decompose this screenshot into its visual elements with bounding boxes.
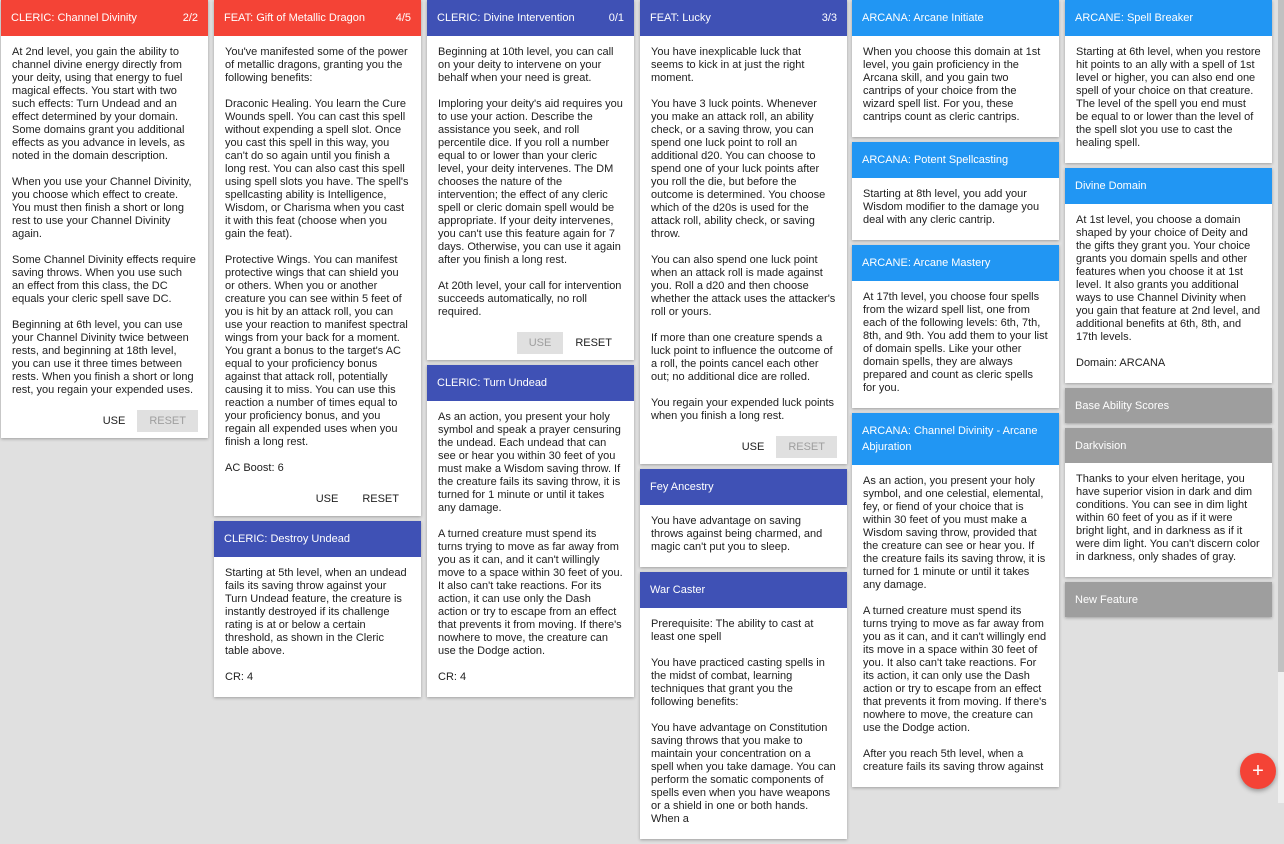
card-body — [214, 36, 421, 475]
card-paragraph: You have advantage on Constitution saving throws that you make to maintain your concentration on a spell when you take damage. You can perform the somatic components of spells even when you have weapons or a shield in one or both hands. When a — [651, 722, 839, 825]
use-button[interactable]: USE — [91, 410, 138, 432]
card-paragraph: You've manifested some of the power of metallic dragons, granting you the following benefits: — [225, 46, 411, 84]
card-title: New Feature — [1075, 593, 1138, 606]
card-header[interactable] — [1065, 428, 1272, 463]
card-header[interactable] — [852, 0, 1059, 36]
column-4 — [640, 0, 847, 844]
column-6 — [1065, 0, 1272, 622]
card-body — [427, 401, 634, 684]
uses-counter: 0/1 — [608, 12, 624, 24]
card-divine-intervention — [427, 0, 634, 360]
card-paragraph: CR: 4 — [225, 671, 254, 683]
page-scrollbar[interactable] — [1278, 0, 1284, 803]
card-title: Darkvision — [1075, 439, 1127, 452]
card-fey-ancestry — [640, 469, 847, 567]
card-arcane-mastery — [852, 245, 1059, 408]
card-title: CLERIC: Turn Undead — [437, 377, 548, 389]
card-paragraph: Protective Wings. You can manifest protective wings that can shield you or others. When you or another creature you can see within 5 feet of you is hit by an attack roll, you can use your reaction to manifest spectral wings from your back for a moment. You grant a bonus to the target's AC equal to your proficiency bonus against that attack roll, potentially causing it to miss. You can use this reaction a number of times equal to your proficiency bonus, and you regain all expended uses when you finish a long rest. — [225, 254, 411, 448]
card-header[interactable] — [1065, 168, 1272, 204]
card-paragraph: You can also spend one luck point when an attack roll is made against you. Roll a d20 and then choose whether the attack uses the attacker's roll or yours. — [651, 254, 839, 318]
card-paragraph: Domain: ARCANA — [1076, 357, 1166, 369]
card-paragraph: AC Boost: 6 — [225, 462, 284, 474]
column-1 — [1, 0, 208, 443]
card-title: CLERIC: Channel Divinity — [11, 12, 137, 24]
card-new-feature — [1065, 582, 1272, 617]
card-paragraph: Beginning at 10th level, you can call on your deity to intervene on your behalf when your need is great. — [438, 46, 617, 84]
column-5 — [852, 0, 1059, 792]
card-header[interactable] — [640, 572, 847, 608]
card-paragraph: You have 3 luck points. Whenever you make an attack roll, an ability check, or a saving throw, you can spend one luck point to roll an additional d20. You can choose to spend one of your luck points after you roll the die, but before the outcome is determined. You choose which of the d20s is used for the attack roll, ability check, or saving throw. — [651, 98, 829, 240]
card-body — [852, 36, 1059, 124]
card-paragraph: Beginning at 6th level, you can use your Channel Divinity twice between rests, and beginning at 18th level, you can use it three times between rests. When you finish a short or long rest, you regain your expended uses. — [12, 319, 197, 396]
card-header[interactable] — [214, 521, 421, 557]
card-paragraph: You have inexplicable luck that seems to kick in at just the right moment. — [651, 46, 808, 84]
card-darkvision — [1065, 428, 1272, 577]
reset-button[interactable]: RESET — [776, 436, 837, 458]
card-header[interactable] — [640, 469, 847, 505]
card-body — [1, 36, 208, 397]
column-2 — [214, 0, 421, 702]
uses-counter: 2/2 — [182, 12, 198, 24]
card-title: Divine Domain — [1075, 180, 1147, 192]
uses-counter: 3/3 — [821, 12, 837, 24]
card-header[interactable] — [852, 142, 1059, 178]
card-body — [1065, 204, 1272, 370]
card-turn-undead — [427, 365, 634, 697]
reset-button[interactable]: RESET — [137, 410, 198, 432]
card-paragraph: Imploring your deity's aid requires you to use your action. Describe the assistance you seek, and roll percentile dice. If you roll a number equal to or lower than your cleric level, your deity intervenes. The DM chooses the nature of the intervention; the effect of any cleric spell or cleric domain spell would be appropriate. If your deity intervenes, you can't use this feature again for 7 days. Otherwise, you can use it again after you finish a long rest. — [438, 98, 626, 266]
card-war-caster — [640, 572, 847, 839]
card-paragraph: Starting at 8th level, you add your Wisdom modifier to the damage you deal with any cleric cantrip. — [863, 188, 1043, 226]
card-paragraph: You have practiced casting spells in the midst of combat, learning techniques that grant you the following benefits: — [651, 657, 828, 708]
card-title: FEAT: Gift of Metallic Dragon — [224, 12, 366, 24]
card-spell-breaker — [1065, 0, 1272, 163]
card-header[interactable] — [427, 0, 634, 36]
card-paragraph: Prerequisite: The ability to cast at least one spell — [651, 618, 817, 643]
card-header[interactable] — [1, 0, 208, 36]
card-title: ARCANA: Potent Spellcasting — [862, 154, 1009, 166]
card-paragraph: As an action, you present your holy symbol and speak a prayer censuring the undead. Each undead that can see or hear you within 30 feet of you must make a Wisdom saving throw. If the creature fails its saving throw, it is turned for 1 minute or until it takes any damage. — [438, 411, 624, 514]
card-paragraph: Draconic Healing. You learn the Cure Wounds spell. You can cast this spell without expending a spell slot. Once you cast this spell in this way, you can't do so again until you finish a long rest. You can also cast this spell using spell slots you have. The spell's spellcasting ability is Intelligence, Wisdom, or Charisma when you cast it with this feat (choose when you gain the feat). — [225, 98, 412, 240]
card-paragraph: Some Channel Divinity effects require saving throws. When you use such an effect from this class, the DC equals your cleric spell save DC. — [12, 254, 199, 305]
card-title: CLERIC: Divine Intervention — [437, 12, 575, 24]
card-body — [214, 557, 421, 684]
use-button[interactable]: USE — [730, 436, 777, 458]
card-paragraph: After you reach 5th level, when a creature fails its saving throw against — [863, 748, 1044, 773]
card-title: Base Ability Scores — [1075, 399, 1170, 412]
card-lucky — [640, 0, 847, 464]
reset-button[interactable]: RESET — [350, 488, 411, 510]
card-paragraph: Starting at 6th level, when you restore hit points to an ally with a spell of 1st level or higher, you can also end one spell of your choice on that creature. The level of the spell you end must be equal to or lower than the level of the spell slot you use to cast the healing spell. — [1076, 46, 1264, 149]
card-paragraph: At 2nd level, you gain the ability to channel divine energy directly from your deity, using that energy to fuel magical effects. You start with two such effects: Turn Undead and an effect determined by your domain. Some domains grant you additional effects as you advance in levels, as noted in the domain description. — [12, 46, 188, 162]
scrollbar-thumb[interactable] — [1278, 0, 1284, 672]
card-arcane-initiate — [852, 0, 1059, 137]
card-title: FEAT: Lucky — [650, 12, 711, 24]
card-header[interactable] — [1065, 582, 1272, 617]
card-header[interactable] — [640, 0, 847, 36]
card-base-ability-scores — [1065, 388, 1272, 423]
card-title: CLERIC: Destroy Undead — [224, 533, 350, 545]
card-paragraph: As an action, you present your holy symbol, and one celestial, elemental, fey, or fiend of your choice that is within 30 feet of you must make a Wisdom saving throw, provided that the creature can see or hear you. If the creature fails its saving throw, it is turned for 1 minute or until it takes any damage. — [863, 475, 1049, 591]
card-body — [640, 505, 847, 554]
card-paragraph: At 17th level, you choose four spells from the wizard spell list, one from each of the following levels: 6th, 7th, 8th, and 9th. You add them to your list of domain spells. Like your other domain spells, they are always prepared and count as cleric spells for you. — [863, 291, 1051, 394]
card-header[interactable] — [214, 0, 421, 36]
card-paragraph: Thanks to your elven heritage, you have superior vision in dark and dim conditions. You can see in dim light within 60 feet of you as if it were bright light, and in darkness as if it were dim light. You can't discern color in darkness, only shades of gray. — [1076, 473, 1263, 563]
card-body — [1065, 463, 1272, 564]
card-paragraph: You have advantage on saving throws against being charmed, and magic can't put you to sleep. — [651, 515, 826, 553]
card-actions — [427, 332, 634, 360]
card-body — [640, 36, 847, 423]
card-title: ARCANE: Arcane Mastery — [862, 257, 991, 269]
card-destroy-undead — [214, 521, 421, 697]
plus-icon: + — [1252, 760, 1264, 782]
card-header[interactable] — [427, 365, 634, 401]
card-paragraph: Starting at 5th level, when an undead fails its saving throw against your Turn Undead feature, the creature is instantly destroyed if its challenge rating is at or below a certain threshold, as shown in the Cleric table above. — [225, 567, 410, 657]
card-paragraph: CR: 4 — [438, 671, 467, 683]
card-gift-of-metallic-dragon — [214, 0, 421, 516]
card-body — [640, 608, 847, 826]
column-3 — [427, 0, 634, 702]
uses-counter: 4/5 — [395, 12, 411, 24]
card-paragraph: If more than one creature spends a luck point to influence the outcome of a roll, the points cancel each other out; no additional dice are rolled. — [651, 332, 836, 383]
card-actions — [1, 410, 208, 438]
card-paragraph: A turned creature must spend its turns trying to move as far away from you as it can, and it can't willingly end its move in a space within 30 feet of you. It also can't take reactions. For its action, it can only use the Dash action or try to escape from an effect that prevents it from moving. If there's nowhere to move, the creature can use the Dodge action. — [863, 605, 1050, 734]
card-paragraph: You regain your expended luck points when you finish a long rest. — [651, 397, 838, 422]
card-actions — [640, 436, 847, 464]
card-header[interactable] — [852, 413, 1059, 465]
use-button[interactable]: USE — [304, 488, 351, 510]
card-title: ARCANA: Arcane Initiate — [862, 12, 984, 24]
card-arcane-abjuration — [852, 413, 1059, 787]
card-title: Fey Ancestry — [650, 481, 714, 493]
card-paragraph: At 1st level, you choose a domain shaped by your choice of Deity and the gifts they grant you. Your choice grants you domain spells and other features when you choose it at 1st level. It also grants you additional ways to use Channel Divinity when you gain that feature at 2nd level, and additional benefits at 6th, 8th, and 17th levels. — [1076, 214, 1264, 343]
card-header[interactable] — [1065, 388, 1272, 423]
card-paragraph: When you use your Channel Divinity, you choose which effect to create. You must then finish a short or long rest to use your Channel Divinity again. — [12, 176, 195, 240]
card-title: ARCANE: Spell Breaker — [1075, 12, 1193, 24]
use-button[interactable]: USE — [517, 332, 564, 354]
card-divine-domain — [1065, 168, 1272, 383]
card-title: War Caster — [650, 584, 706, 596]
card-title: ARCANA: Channel Divinity - Arcane Abjuration — [862, 425, 1038, 453]
card-body — [852, 465, 1059, 774]
card-header[interactable] — [1065, 0, 1272, 36]
reset-button[interactable]: RESET — [563, 332, 624, 354]
card-channel-divinity — [1, 0, 208, 438]
card-body — [427, 36, 634, 319]
card-paragraph: A turned creature must spend its turns trying to move as far away from you as it can, and it can't willingly move to a space within 30 feet of you. It also can't take reactions. For its action, it can use only the Dash action or try to escape from an effect that prevents it from moving. If there's nowhere to move, the creature can use the Dodge action. — [438, 528, 626, 657]
card-body — [1065, 36, 1272, 150]
card-paragraph: When you choose this domain at 1st level, you gain proficiency in the Arcana skill, and you gain two cantrips of your choice from the wizard spell list. For you, these cantrips count as cleric cantrips. — [863, 46, 1044, 123]
add-feature-button[interactable] — [1240, 753, 1276, 789]
card-header[interactable] — [852, 245, 1059, 281]
card-actions — [214, 488, 421, 516]
card-paragraph: At 20th level, your call for intervention succeeds automatically, no roll required. — [438, 280, 625, 318]
card-potent-spellcasting — [852, 142, 1059, 240]
card-body — [852, 281, 1059, 395]
card-body — [852, 178, 1059, 227]
